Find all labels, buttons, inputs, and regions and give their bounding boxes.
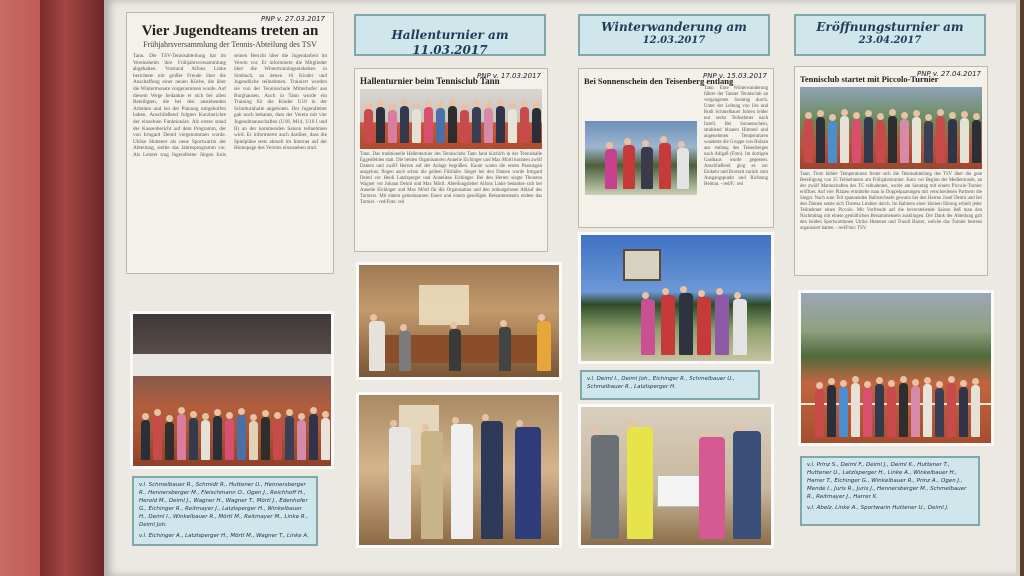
title-eroeffnungsturnier-line1: Eröffnungsturnier am <box>816 20 964 34</box>
title-winterwanderung-line1: Winterwanderung am <box>601 20 747 34</box>
binder-edge <box>40 0 104 576</box>
clipping-winterwanderung-headline: Bei Sonnenschein den Teisenberg entlang <box>584 76 734 86</box>
handwritten-date: PNP v. 27.03.2017 <box>260 15 325 23</box>
photo-awards-room <box>578 404 774 548</box>
photo-hallenturnier-group <box>130 311 334 469</box>
clipping-subheadline: Frühjahrsversammlung der Tennis-Abteilung des TSV <box>143 40 317 49</box>
newspaper-clipping-winterwanderung <box>578 68 774 228</box>
caption-eroeffnung-line-a: v.l. Prinz S., Deiml F., Deiml J., Deiml K., Huttener T., Huttener U., Latzlsperger H., Linke A., Winkelbauer H., Harrer T., Eichinger G., Winkelbauer R., Prinz A., Ogen J., Mende I., Juris R., Juris J., Hennersberger M., Schmelbauer R., Reitmayer J., Harrer K. <box>807 462 967 500</box>
handwritten-date-eroeffnung: PNP v. 27.04.2017 <box>916 70 981 78</box>
photo-winterwanderung-group <box>578 232 774 364</box>
clipping-eroeffnung-photo <box>800 87 982 169</box>
clipping-hallenturnier-body: Tann. Das traditionelle Hallenturnier des Tennisclubs Tann fand kürzlich in der Tennishalle Eggenfelden statt. Die beiden Organisatoren Annelie Eichinger und Max Mörtl konnten zwölf Damen und zwölf Herren auf der Anlage begrüßen. Kaum waren die ersten Paarungen ausgelost, flogen auch schon die gelben Filzbälle. Sieger bei den Damen wurde Irmgard Deiml vor Heidi Latzlsperger und Anneliese Eichinger. Bei den Herren siegte Thorsten Wagner vor Johann Deiml und Max Mörtl. Abteilungsleiter Alfons Linke bedankte sich bei Annelie Eichinger und Max Mörtl für die Organisation und den reibungslosen Ablauf des Turniers. Mit einem gemeinsamen Essen und einem geselligen Beisammensein endete das Turnier. - red/Foto: red <box>360 152 542 205</box>
clipping-winterwanderung-photo <box>585 121 697 195</box>
photo-restaurant-dinner <box>356 262 562 380</box>
page-edge <box>1016 0 1020 576</box>
newspaper-clipping-hallenturnier <box>354 68 548 252</box>
caption-hallenturnier-line-b: v.l. Eichinger A., Latzlsperger H., Mörtl M., Wagner T., Linke A. <box>139 533 310 539</box>
caption-winterwanderung-text: v.l. Deiml I., Deiml Joh., Eichinger R., Schmelbauer U., Schmelbauer R., Latzlsperger H. <box>587 376 735 390</box>
title-winterwanderung-line2: 12.03.2017 <box>642 35 706 46</box>
title-hallenturnier-text: Hallenturnier am 11.03.2017 <box>391 28 509 57</box>
clipping-eroeffnung-headline: Tennisclub startet mit Piccolo-Turnier <box>800 74 939 84</box>
title-hallenturnier <box>354 14 546 56</box>
album-page <box>104 0 1020 576</box>
clipping-winterwanderung-body: Tann. Eine Winterwanderung führte der Tanner Tennisclub an vergangenen Sonntag durch. Unter der Leitung von Ute und Rudi Schmelbauer fuhren leider nur sechs Teilnehmer nach Inzell. Bei Sonnenschein, strahlend blauem Himmel und angenehmen Temperaturen wanderte die Gruppe von Holzen aus entlang des Teisenberges nach Adlgaß (Foto). Im dortigen Gasthaus wurde gegessen. Anschließend ging es zur Einkehr und Brotzeit zurück zum Ausgangspunkt und Richtung Heimat. - red/F.: red <box>704 86 768 187</box>
newspaper-clipping-jugendteams <box>126 12 334 274</box>
caption-eroeffnungsturnier <box>800 456 980 526</box>
caption-winterwanderung <box>580 370 760 400</box>
title-winterwanderung <box>578 14 770 56</box>
title-eroeffnungsturnier <box>794 14 986 56</box>
handwritten-date-hallenturnier: PNP v. 17.03.2017 <box>476 72 541 80</box>
title-eroeffnungsturnier-line2: 23.04.2017 <box>858 35 922 46</box>
caption-hallenturnier-line-a: v.l. Schmelbauer R., Schmidt R., Huttener U., Hennersberger R., Hennersberger M., Fleischmann O., Ogen J., Reichhoff H., Herold M., Deiml J., Wagner H., Wagner T., Mörtl J., Edenhofer G., Eichinger R., Reitmayer J., Latzlsperger H., Winkelbauer H., Deiml I., Winkelbauer R., Mörtl M., Reitmayer M., Linke R., Deiml Joh. <box>139 482 309 528</box>
caption-hallenturnier <box>132 476 318 546</box>
handwritten-date-winterwanderung: PNP v. 15.03.2017 <box>702 72 767 80</box>
photo-eroeffnungsturnier-group <box>798 290 994 446</box>
clipping-hallenturnier-photo <box>360 89 542 149</box>
photo-hallenturnier-winners <box>356 392 562 548</box>
caption-eroeffnung-line-b: v.l. Abelz, Linke A., Sportwarin Huttener U., Deiml J. <box>807 505 949 511</box>
clipping-eroeffnung-body: Tann. Trotz kühler Temperaturen freute sich die Tennisabteilung des TSV über die gute Beteiligung von 25 Teilnehmern am Frühjahrsturnier. Kurz vor Beginn der Medienrunde, an der zwölf Mannschaften des TC teilnahmen, wurde am Sonntag mit einem Piccolo-Turnier eröffnet. Auf vier Plätzen ermittelte man in Doppelpaarungen mit verschiedenen Partnern die Sieger. Nach zum Teil spannenden Ballwechseln gewann bei den Herren Josef Deiml und bei den Damen setzte sich Theresa Lindner durch. Im Rahmen einer kleinen Ehrung erhielt jeder Teilnehmer einen Piccolo. Mit Vorfreude auf die bevorstehende Saison ließ man den Nachmittag mit einem gemütlichen Beisammensein ausklingen. Der Dank der Abteilung galt den beiden Sportwartinnen Ulrike Huttener und Traudl Harrer, welche das Turnier bestens organisiert hatten. - red/Foto: TSV <box>800 172 982 231</box>
clipping-hallenturnier-headline: Hallenturnier beim Tennisclub Tann <box>360 76 500 86</box>
newspaper-clipping-eroeffnungsturnier <box>794 66 988 276</box>
clipping-headline: Vier Jugendteams treten an <box>141 23 319 39</box>
clipping-body: Tann. Die TSV-Tennisabteilung hat im Vereinsheim ihre Frühjahrsversammlung abgehalten. Vorstand Alfons Linke berichtete mit großer Freude über die Anschaffung einer neuen Küche, die über die Wintermonate vorgenommen wurde. Auf diesem Wege bedankte er sich bei allen Beteiligten, die bei den anstehenden Arbeiten und bei der Planung mitgeholfen haben. Anschließend folgten Kurzberichte der einzelnen Funktionäre. Als erstes stand der Kassenbericht auf dem Programm, der von Irmgard Deiml vorgenommen wurde. Ulrike Huttener als neue Sportwartin der Abteilung, stellte das Jahresprogramm vor. Als Letzter trug Jugendleiter Jürgen Juris seinen Bericht über die Jugendarbeit im Verein vor. Er informierte die Mitglieder über die Wintertrainingseinheiten in Simbach, an denen 16 Kinder und Jugendliche teilnehmen. Trainiert wurden sie von der Tennisschule Mitterhofer aus Burghausen. Auch in Tann wurde ein Training für die Kinder U10 in der Schulturnhalle angeboten. Der Jugendleiter gab noch bekannt, dass der Verein mit vier Jugendmannschaften (U18, M14, U10 I und II) an der kommenden Saison teilnehmen wird. Er informierte auch darüber, dass die Spielpläne stets aktuell im Internet auf der Homepage des Vereins einzusehen sind. <box>133 53 327 158</box>
